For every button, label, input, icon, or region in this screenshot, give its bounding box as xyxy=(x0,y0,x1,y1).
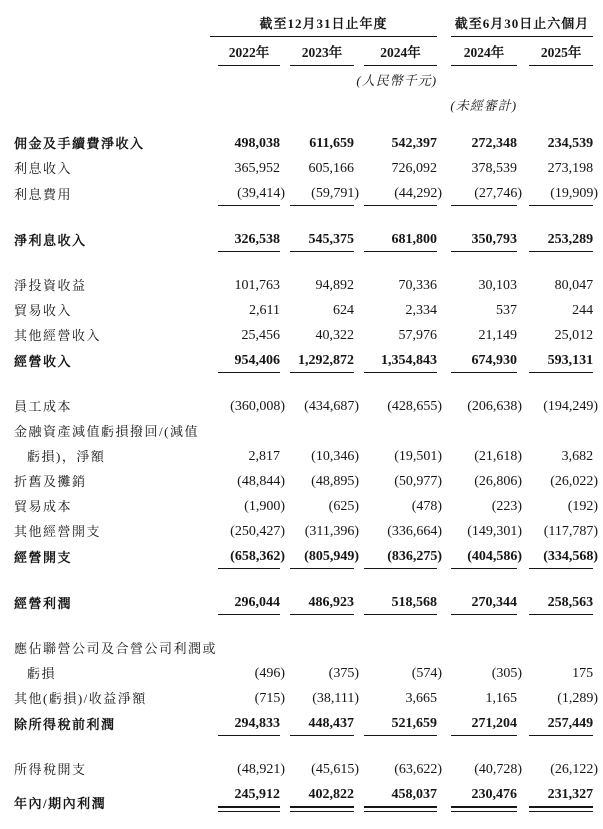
cell-value: 326,538 xyxy=(218,226,280,252)
row-label: 除所得稅前利潤 xyxy=(14,716,116,732)
cell-value: 245,912 xyxy=(218,781,280,815)
cell-value: (117,787) xyxy=(543,524,599,539)
table-row xyxy=(14,418,593,443)
row-label: 其他經營開支 xyxy=(14,524,102,539)
header-spacer-cell xyxy=(14,12,210,37)
cell-value: 498,038 xyxy=(234,136,280,151)
row-label: 經營開支 xyxy=(14,549,73,565)
cell-value: 40,322 xyxy=(315,328,354,343)
cell-value: 30,103 xyxy=(478,278,518,293)
gap-cell xyxy=(517,710,529,736)
year-header-2024-interim: 2024年 xyxy=(451,37,517,66)
table-row xyxy=(14,468,593,493)
row-label: 虧損)，淨額 xyxy=(27,449,106,464)
cell-value: (19,909) xyxy=(529,180,593,206)
cell-value: 101,763 xyxy=(234,278,280,293)
gap-cell xyxy=(280,781,290,815)
cell-value: (375) xyxy=(328,666,359,681)
cell-value: 25,012 xyxy=(554,328,594,343)
table-row xyxy=(14,635,593,660)
cell-value xyxy=(451,635,517,660)
cell-value: (496) xyxy=(254,666,285,681)
row-label: 其他經營收入 xyxy=(14,328,102,343)
total-double-rule xyxy=(529,806,593,812)
gap-cell xyxy=(210,272,218,297)
table-row xyxy=(14,180,593,206)
cell-value xyxy=(364,418,437,443)
table-row xyxy=(14,493,593,518)
cell-value: 624 xyxy=(333,303,354,318)
gap-cell xyxy=(210,781,218,815)
cell-value: 537 xyxy=(496,303,518,318)
cell-value: 257,449 xyxy=(529,710,593,736)
cell-value: (38,111) xyxy=(312,691,359,706)
gap-cell xyxy=(210,710,218,736)
cell-value: 365,952 xyxy=(234,161,280,176)
gap-cell xyxy=(210,468,218,493)
gap-cell xyxy=(280,635,290,660)
gap-cell xyxy=(517,130,529,155)
gap-cell xyxy=(517,226,529,252)
gap-cell xyxy=(210,518,218,543)
table-row xyxy=(14,589,593,615)
gap-cell xyxy=(437,347,451,373)
cell-value: (250,427) xyxy=(230,524,285,539)
gap-cell xyxy=(210,443,218,468)
table-row xyxy=(14,297,593,322)
gap-cell xyxy=(354,272,364,297)
currency-unit-note: (人民幣千元) xyxy=(356,73,438,88)
cell-value: 611,659 xyxy=(309,136,354,151)
cell-value: (48,844) xyxy=(237,474,285,489)
cell-value: 518,568 xyxy=(364,589,437,615)
cell-value: 273,198 xyxy=(547,161,594,176)
gap-cell xyxy=(517,272,529,297)
cell-value: 521,659 xyxy=(364,710,437,736)
cell-value xyxy=(218,635,280,660)
cell-value: 230,476 xyxy=(451,781,517,815)
gap-cell xyxy=(437,635,451,660)
row-label: 利息收入 xyxy=(14,161,73,176)
total-double-rule xyxy=(290,806,354,812)
cell-value: 80,047 xyxy=(554,278,594,293)
gap-cell xyxy=(517,418,529,443)
cell-value: (1,289) xyxy=(557,691,599,706)
gap-cell xyxy=(280,443,290,468)
cell-value: 253,289 xyxy=(529,226,593,252)
row-label: 應佔聯營公司及合營公司利潤或 xyxy=(14,641,218,656)
cell-value: (805,949) xyxy=(290,543,354,569)
cell-value: 402,822 xyxy=(290,781,354,815)
table-row xyxy=(14,518,593,543)
gap-cell xyxy=(280,710,290,736)
row-label: 虧損 xyxy=(27,666,57,681)
spacer-row xyxy=(14,615,593,636)
cell-value: (45,615) xyxy=(311,762,359,777)
year-header-2025-interim: 2025年 xyxy=(529,37,593,66)
cell-value: 2,817 xyxy=(248,449,280,464)
cell-value: 296,044 xyxy=(218,589,280,615)
cell-value: (26,022) xyxy=(550,474,599,489)
row-label: 經營利潤 xyxy=(14,595,73,611)
gap-cell xyxy=(280,297,290,322)
gap-cell xyxy=(354,155,364,180)
row-label: 其他(虧損)/收益淨額 xyxy=(14,691,147,706)
cell-value: (27,746) xyxy=(451,180,517,206)
gap-cell xyxy=(280,322,290,347)
gap-cell xyxy=(210,322,218,347)
cell-value: (428,655) xyxy=(387,399,443,414)
cell-value: 1,165 xyxy=(485,691,518,706)
cell-value: (658,362) xyxy=(218,543,280,569)
cell-value: 258,563 xyxy=(529,589,593,615)
cell-value: (305) xyxy=(491,666,523,681)
gap-cell xyxy=(437,322,451,347)
total-double-rule xyxy=(451,806,517,812)
cell-value: 378,539 xyxy=(471,161,518,176)
gap-cell xyxy=(210,418,218,443)
gap-cell xyxy=(280,272,290,297)
gap-cell xyxy=(354,226,364,252)
row-label: 所得稅開支 xyxy=(14,762,87,777)
gap-cell xyxy=(517,297,529,322)
cell-value: (194,249) xyxy=(543,399,599,414)
gap-cell xyxy=(517,685,529,710)
cell-value: 2,334 xyxy=(405,303,438,318)
cell-value: 545,375 xyxy=(290,226,354,252)
cell-value: 25,456 xyxy=(241,328,280,343)
cell-value: (334,568) xyxy=(529,543,593,569)
year-header-2023: 2023年 xyxy=(290,37,354,66)
cell-value xyxy=(451,418,517,443)
unit-note-row xyxy=(14,66,593,92)
cell-value: 674,930 xyxy=(451,347,517,373)
cell-value: (311,396) xyxy=(304,524,359,539)
gap-cell xyxy=(354,589,364,615)
gap-cell xyxy=(437,685,451,710)
gap-cell xyxy=(437,155,451,180)
gap-cell xyxy=(210,393,218,418)
gap-cell xyxy=(210,660,218,685)
gap-cell xyxy=(354,635,364,660)
gap-cell xyxy=(210,493,218,518)
spacer-row xyxy=(14,569,593,590)
cell-value: (1,900) xyxy=(244,499,285,514)
cell-value: 2,611 xyxy=(249,303,280,318)
row-label: 年內/期內利潤 xyxy=(14,795,107,811)
total-double-rule xyxy=(364,806,437,812)
cell-value: (63,622) xyxy=(394,762,443,777)
cell-value: (625) xyxy=(328,499,359,514)
row-label: 貿易成本 xyxy=(14,499,73,514)
gap-cell xyxy=(437,589,451,615)
cell-value: (10,346) xyxy=(311,449,359,464)
cell-value: (404,586) xyxy=(451,543,517,569)
table-row xyxy=(14,347,593,373)
cell-value: 458,037 xyxy=(364,781,437,815)
cell-value: (223) xyxy=(491,499,523,514)
cell-value: (48,921) xyxy=(237,762,285,777)
gap-cell xyxy=(210,226,218,252)
cell-value: (39,414) xyxy=(218,180,280,206)
gap-cell xyxy=(517,322,529,347)
cell-value: (21,618) xyxy=(474,449,523,464)
gap-cell xyxy=(210,543,218,569)
cell-value: 3,682 xyxy=(561,449,594,464)
table-row xyxy=(14,756,593,781)
cell-value: 1,354,843 xyxy=(364,347,437,373)
cell-value: 57,976 xyxy=(398,328,438,343)
gap-cell xyxy=(354,418,364,443)
cell-value: (434,687) xyxy=(304,399,359,414)
cell-value: 272,348 xyxy=(471,136,518,151)
unaudited-note: (未經審計) xyxy=(450,98,518,113)
column-group-interim: 截至6月30日止六個月 xyxy=(451,12,593,37)
cell-value xyxy=(529,635,593,660)
cell-value: (50,977) xyxy=(394,474,443,489)
gap-cell xyxy=(437,418,451,443)
gap-cell xyxy=(437,710,451,736)
year-header-row xyxy=(14,37,593,66)
table-row xyxy=(14,226,593,252)
cell-value: 350,793 xyxy=(451,226,517,252)
cell-value: 542,397 xyxy=(391,136,438,151)
cell-value: (574) xyxy=(411,666,443,681)
cell-value: 3,665 xyxy=(405,691,438,706)
cell-value: 94,892 xyxy=(315,278,354,293)
spacer-row xyxy=(14,373,593,394)
total-double-rule xyxy=(218,806,280,812)
audit-note-row xyxy=(14,91,593,130)
gap-cell xyxy=(280,130,290,155)
cell-value: 726,092 xyxy=(391,161,438,176)
gap-cell xyxy=(280,155,290,180)
cell-value: (26,806) xyxy=(474,474,523,489)
gap-cell xyxy=(210,155,218,180)
cell-value: (149,301) xyxy=(467,524,523,539)
gap-cell xyxy=(517,589,529,615)
gap-cell xyxy=(517,781,529,815)
cell-value: 270,344 xyxy=(451,589,517,615)
gap-cell xyxy=(210,589,218,615)
cell-value xyxy=(364,635,437,660)
row-label: 貿易收入 xyxy=(14,303,73,318)
gap-cell xyxy=(437,297,451,322)
table-row xyxy=(14,710,593,736)
gap-cell xyxy=(210,297,218,322)
cell-value: (40,728) xyxy=(474,762,523,777)
cell-value: 294,833 xyxy=(218,710,280,736)
spacer-row xyxy=(14,206,593,227)
cell-value xyxy=(529,418,593,443)
gap-cell xyxy=(437,130,451,155)
row-label: 金融資產減值虧損撥回/(減值 xyxy=(14,424,199,439)
table-row xyxy=(14,322,593,347)
row-label: 淨利息收入 xyxy=(14,232,87,248)
gap-cell xyxy=(210,685,218,710)
table-row xyxy=(14,781,593,815)
gap-cell xyxy=(517,347,529,373)
cell-value: (44,292) xyxy=(364,180,437,206)
cell-value: 244 xyxy=(572,303,594,318)
column-group-annual: 截至12月31日止年度 xyxy=(210,12,437,37)
gap-cell xyxy=(437,781,451,815)
gap-cell xyxy=(280,347,290,373)
cell-value: (59,791) xyxy=(290,180,354,206)
row-label: 淨投資收益 xyxy=(14,278,87,293)
gap-cell xyxy=(517,635,529,660)
table-body xyxy=(14,130,599,815)
column-group-header-row xyxy=(14,12,593,37)
cell-value: 271,204 xyxy=(451,710,517,736)
table-row xyxy=(14,272,593,297)
cell-value: 593,131 xyxy=(529,347,593,373)
table-row xyxy=(14,660,593,685)
gap-cell xyxy=(210,180,218,206)
row-label: 佣金及手續費淨收入 xyxy=(14,136,145,151)
header-gap-cell xyxy=(437,12,451,37)
income-statement-table xyxy=(14,12,599,815)
cell-value: 486,923 xyxy=(290,589,354,615)
gap-cell xyxy=(354,322,364,347)
cell-value xyxy=(290,635,354,660)
gap-cell xyxy=(280,226,290,252)
gap-cell xyxy=(210,756,218,781)
cell-value: (192) xyxy=(567,499,599,514)
gap-cell xyxy=(437,272,451,297)
cell-value: 1,292,872 xyxy=(290,347,354,373)
row-label: 經營收入 xyxy=(14,353,73,369)
cell-value: (48,895) xyxy=(311,474,359,489)
cell-value xyxy=(218,418,280,443)
table-row xyxy=(14,443,593,468)
row-label: 折舊及攤銷 xyxy=(14,474,87,489)
table-row xyxy=(14,543,593,569)
table-row xyxy=(14,393,593,418)
row-label: 利息費用 xyxy=(14,186,73,202)
gap-cell xyxy=(354,297,364,322)
year-header-2022: 2022年 xyxy=(218,37,280,66)
cell-value: 954,406 xyxy=(218,347,280,373)
gap-cell xyxy=(280,418,290,443)
table-row xyxy=(14,685,593,710)
gap-cell xyxy=(280,589,290,615)
cell-value: 70,336 xyxy=(398,278,438,293)
gap-cell xyxy=(437,226,451,252)
cell-value: (19,501) xyxy=(394,449,443,464)
gap-cell xyxy=(210,347,218,373)
spacer-row xyxy=(14,252,593,273)
gap-cell xyxy=(354,347,364,373)
year-header-2024: 2024年 xyxy=(364,37,437,66)
cell-value: (478) xyxy=(411,499,443,514)
cell-value: (715) xyxy=(254,691,285,706)
cell-value: 681,800 xyxy=(364,226,437,252)
cell-value: (360,008) xyxy=(230,399,285,414)
cell-value: 234,539 xyxy=(547,136,594,151)
cell-value: 231,327 xyxy=(529,781,593,815)
cell-value: (206,638) xyxy=(467,399,523,414)
cell-value: (336,664) xyxy=(387,524,443,539)
row-label: 員工成本 xyxy=(14,399,73,414)
table-row xyxy=(14,130,593,155)
gap-cell xyxy=(210,130,218,155)
gap-cell xyxy=(354,781,364,815)
spacer-row xyxy=(14,736,593,757)
cell-value: (836,275) xyxy=(364,543,437,569)
cell-value: 448,437 xyxy=(290,710,354,736)
gap-cell xyxy=(354,130,364,155)
cell-value: 21,149 xyxy=(478,328,518,343)
cell-value: (26,122) xyxy=(550,762,599,777)
table-header xyxy=(14,12,593,130)
gap-cell xyxy=(517,155,529,180)
table-row xyxy=(14,155,593,180)
cell-value: 175 xyxy=(572,666,594,681)
cell-value: 605,166 xyxy=(308,161,354,176)
gap-cell xyxy=(354,710,364,736)
cell-value xyxy=(290,418,354,443)
